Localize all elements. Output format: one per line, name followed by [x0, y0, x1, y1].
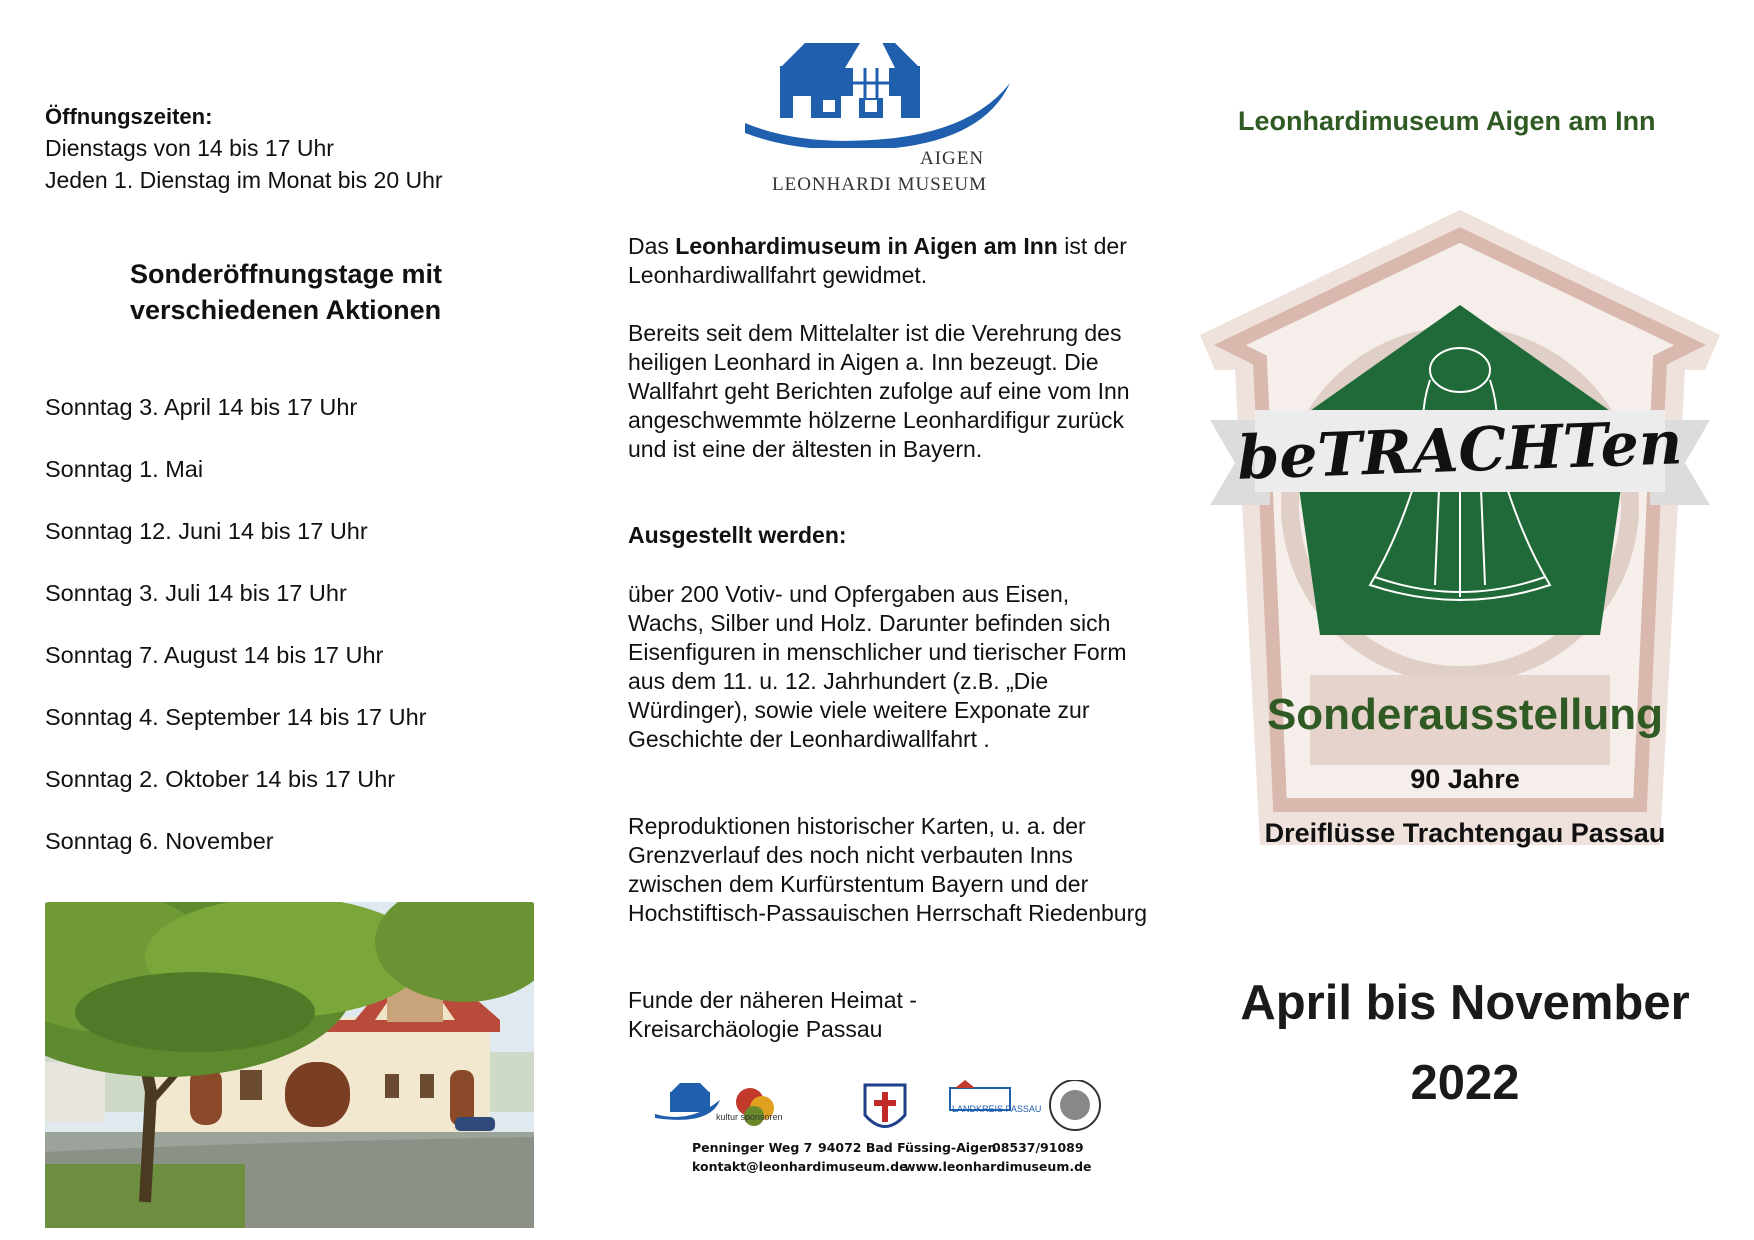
contact-address: Penninger Weg 7 [692, 1140, 813, 1155]
special-date-item: Sonntag 6. November [45, 828, 274, 854]
history-paragraph: Bereits seit dem Mittelalter ist die Verehrung des heiligen Leonhard in Aigen a. Inn bezeugt. Die Wallfahrt geht Berichten zufolge auf eine vom Inn angeschwemmte hölzerne Leonhardifigur zurück und ist eine der ältesten in Bayern. [628, 320, 1130, 462]
finds-paragraph: Funde der näheren Heimat - Kreisarchäologie Passau [628, 987, 917, 1042]
intro-museum-name: Leonhardimuseum in Aigen am Inn [675, 233, 1058, 259]
contact-email: kontakt@leonhardimuseum.de [692, 1159, 908, 1174]
sponsor-label-kultur: kultur sponsoren [716, 1112, 783, 1122]
exhibition-year: 2022 [1410, 1056, 1520, 1110]
special-days-title-line: Sonderöffnungstage mit [130, 259, 442, 289]
contact-website: www.leonhardimuseum.de [904, 1159, 1092, 1174]
special-date-item: Sonntag 3. Juli 14 bis 17 Uhr [45, 580, 347, 606]
maps-paragraph: Reproduktionen historischer Karten, u. a. der Grenzverlauf des noch nicht verbauten Inns zwischen dem Kurfürstentum Bayern und der Hochstiftisch-Passauischen Herrschaft Riedenburg [628, 813, 1148, 926]
anniversary-label: 90 Jahre [1410, 764, 1520, 794]
special-date-item: Sonntag 1. Mai [45, 456, 204, 482]
opening-hours-line: Dienstags von 14 bis 17 Uhr [45, 135, 334, 161]
special-date-item: Sonntag 2. Oktober 14 bis 17 Uhr [45, 766, 396, 792]
sponsor-label-landkreis: LANDKREIS PASSAU [952, 1104, 1042, 1114]
museum-title: Leonhardimuseum Aigen am Inn [1238, 106, 1656, 136]
special-days-title-line: verschiedenen Aktionen [130, 295, 442, 325]
museum-building-photo [45, 902, 534, 1228]
exhibition-label: Sonderausstellung [1266, 690, 1664, 739]
exhibited-heading: Ausgestellt werden: [628, 522, 847, 548]
special-date-item: Sonntag 7. August 14 bis 17 Uhr [45, 642, 384, 668]
special-days-title [130, 256, 550, 328]
opening-hours-title: Öffnungszeiten: [45, 104, 213, 129]
contact-phone: 08537/91089 [992, 1140, 1084, 1155]
logo-text-bottom: LEONHARDI MUSEUM [772, 174, 987, 195]
organisation-label: Dreiflüsse Trachtengau Passau [1264, 818, 1666, 848]
special-date-item: Sonntag 3. April 14 bis 17 Uhr [45, 394, 358, 420]
contact-city: 94072 Bad Füssing-Aigen [818, 1140, 997, 1155]
special-date-item: Sonntag 12. Juni 14 bis 17 Uhr [45, 518, 368, 544]
exhibition-period: April bis November [1240, 976, 1690, 1030]
intro-text: Das [628, 233, 676, 259]
intro-text: ist der Leonhardiwallfahrt gewidmet. [628, 233, 1127, 288]
exhibits-paragraph: über 200 Votiv- und Opfergaben aus Eisen, Wachs, Silber und Holz. Darunter befinden sich Eisenfiguren in menschlicher und tierischer Form aus dem 11. u. 12. Jahrhundert (z.B. „Die Würdinger), sowie viele weitere Exponate zur Geschichte der Leonhardiwallfahrt . [628, 581, 1127, 752]
opening-hours-line: Jeden 1. Dienstag im Monat bis 20 Uhr [45, 167, 443, 193]
emblem-title: beTRACHTen [1236, 408, 1684, 494]
trachten-emblem [1190, 205, 1730, 855]
intro-paragraph [628, 232, 1148, 290]
special-date-item: Sonntag 4. September 14 bis 17 Uhr [45, 704, 427, 730]
logo-text-top: AIGEN [920, 148, 985, 169]
